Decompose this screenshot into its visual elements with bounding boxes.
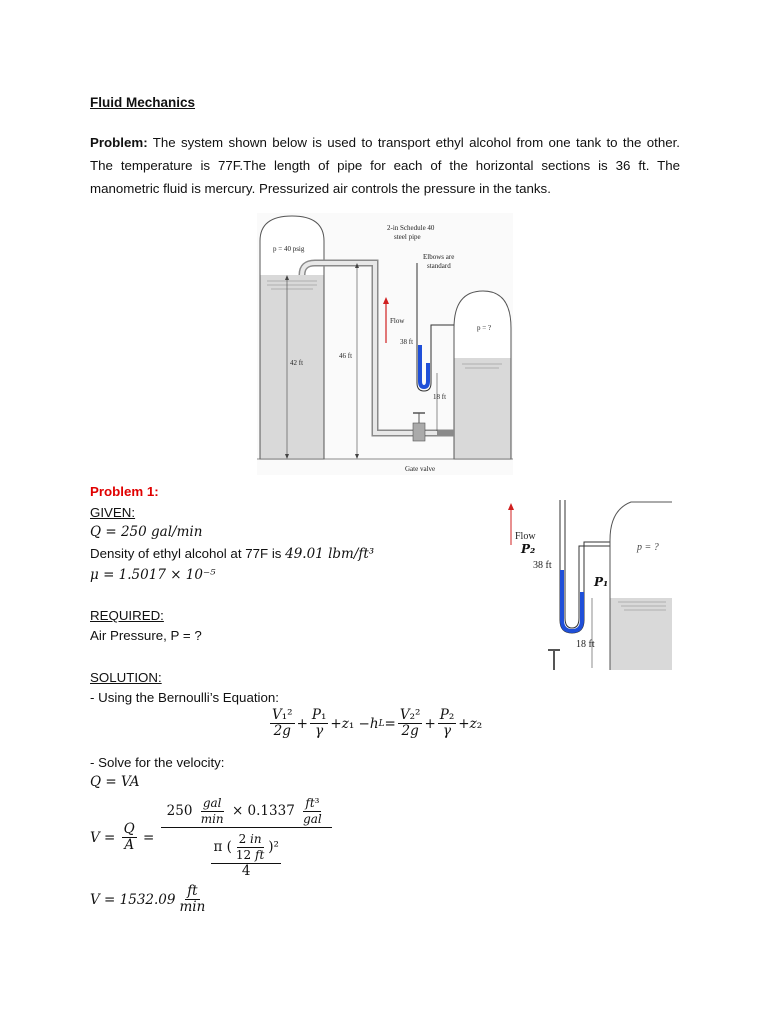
step-bernoulli: - Using the Bernoulli’s Equation: — [90, 690, 279, 705]
gate-valve — [413, 423, 425, 441]
problem-text: The system shown below is used to transport ethyl alcohol from one tank to the other. The temperature is 77F.The length of pipe for each of the horizontal sections is 36 ft. The manometric fluid is mercury. Pressurized air controls the pressure in the tanks. — [90, 135, 680, 196]
step-velocity: - Solve for the velocity: — [90, 755, 225, 770]
right-tank-liquid — [455, 358, 511, 459]
density-text: Density of ethyl alcohol at 77F is — [90, 546, 286, 561]
detail-p2: P₂ — [521, 542, 536, 556]
given-q: Q = 250 gal/min — [90, 524, 203, 540]
detail-p1: P₁ — [594, 575, 609, 589]
fig-42ft: 42 ft — [290, 359, 304, 367]
given-density — [90, 544, 374, 564]
required-label: REQUIRED: — [90, 608, 164, 623]
velocity-derivation: V = $\frac{Q}{A}$ = 250 $\frac{\text{gal}}{\min}$ × 0.1337 $\frac{\text{ft³}}{\text{gal}}$ π ( $\frac{2 in}{12 ft}$ )² 4 — [90, 796, 334, 879]
solution-label: SOLUTION: — [90, 670, 162, 685]
given-label: GIVEN: — [90, 505, 136, 520]
fig-gate: Gate valve — [405, 465, 436, 473]
fig-elbows-2: standard — [427, 262, 451, 270]
detail-38ft: 38 ft — [533, 560, 552, 571]
detail-18ft: 18 ft — [576, 639, 595, 650]
velocity-value: V = 1532.09 — [90, 891, 176, 908]
detail-p-right: p = ? — [637, 542, 659, 553]
fig-p-right: p = ? — [477, 324, 492, 332]
velocity-result: V = 1532.09 $\frac{ft}{\min}$ — [90, 883, 206, 915]
fig-18ft: 18 ft — [433, 393, 447, 401]
left-tank-liquid — [261, 275, 324, 459]
fig-flow: Flow — [390, 317, 405, 325]
problem1-heading: Problem 1: — [90, 484, 159, 499]
problem-label: Problem: — [90, 135, 148, 150]
detail-flow: Flow — [515, 531, 536, 542]
fig-elbows-1: Elbows are — [423, 253, 455, 261]
fig-p-left: p = 40 psig — [273, 245, 305, 253]
bernoulli-equation: $\frac{\text{V₁²}}{2g}$ + $\frac{\text{P₁}}{\gamma}$ + z ₁ − h L = $\frac{\text{V₂²}}{2g}$ + $\frac{\text{P₂}}{\gamma}$ + z ₂ — [272, 707, 483, 739]
problem-statement — [90, 131, 680, 200]
fig-38ft: 38 ft — [400, 338, 414, 346]
given-mu: μ = 1.5017 × 10⁻⁵ — [90, 567, 216, 583]
density-value: 49.01 lbm/ft³ — [285, 546, 375, 562]
fig-pipe-2: steel pipe — [394, 233, 421, 241]
page-title: Fluid Mechanics — [90, 95, 196, 110]
manometer-detail-figure — [506, 500, 672, 670]
tank-system-figure — [257, 213, 513, 475]
fig-pipe-1: 2-in Schedule 40 — [387, 224, 435, 232]
required-item: Air Pressure, P = ? — [90, 628, 202, 643]
fig-46ft: 46 ft — [339, 352, 353, 360]
q-equation: Q = VA — [90, 774, 140, 790]
